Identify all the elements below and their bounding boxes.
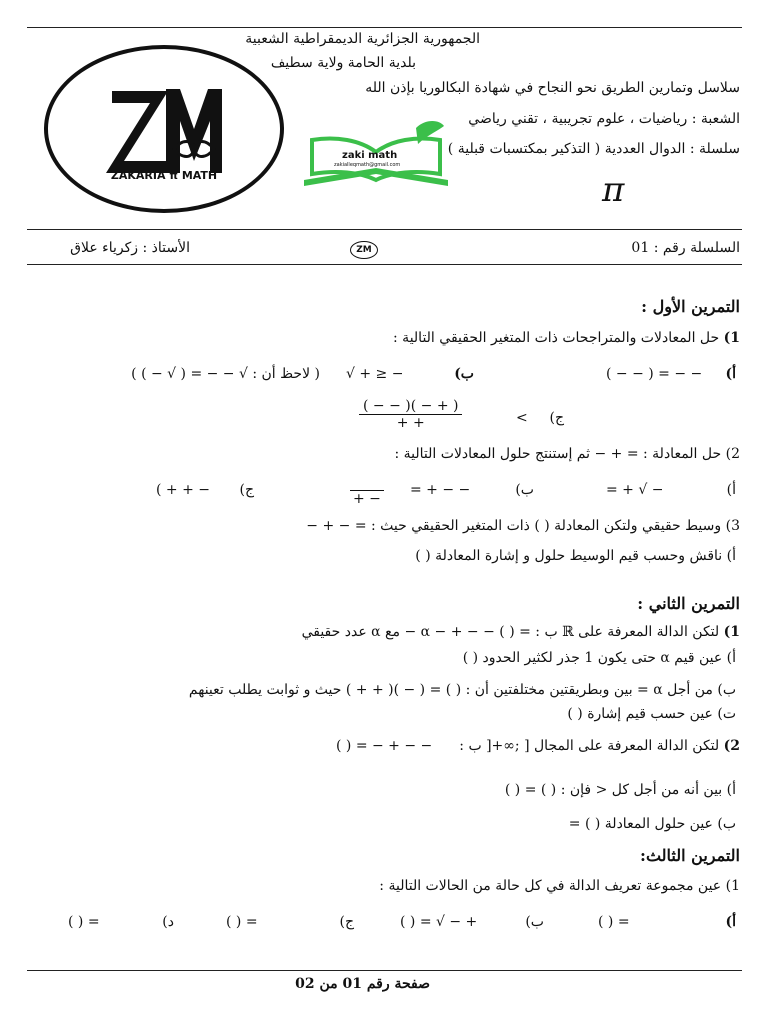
ex1-q3a-label: أ) [726, 548, 736, 564]
ex1-q2a-label: أ) [726, 482, 736, 498]
ex3-q1-text: عين مجموعة تعريف الدالة في كل حالة من الحالات التالية : [379, 878, 722, 894]
ex2-q2-math: ( ) = − + − − [336, 738, 433, 754]
ex1-q1b-math: √ + ≥ − [346, 366, 404, 382]
ex2-q1a: أ) عين قيم α حتى يكون 1 جذر لكثير الحدود ( ) [462, 650, 736, 666]
footer-rule [27, 970, 742, 971]
series-title: سلاسل وتمارين الطريق نحو النجاح في شهادة البكالوريا بإذن الله [365, 80, 740, 96]
ex1-q2b-num [350, 474, 385, 491]
ex1-q2c-label: ج) [239, 482, 254, 498]
ex1-q1b-note: ( لاحظ أن : √ − − = ( √ − ) ) [131, 366, 320, 382]
ex2-q1-label: 1) [723, 624, 740, 640]
ex1-q2b-math: = + − − [410, 482, 471, 498]
book-logo-sub: zakialleqmath@gmail.com [334, 162, 401, 168]
ex3-qd-math: ( ) = [68, 914, 100, 930]
pi-symbol: π [602, 170, 625, 210]
ex1-title: التمرين الأول : [641, 297, 740, 316]
ex1-q2 [360, 446, 740, 462]
ex2-q1-text: لتكن الدالة المعرفة على ℝ ب : = ( ) − − + − α − مع α عدد حقيقي [301, 624, 720, 640]
branch-line: الشعبة : رياضيات ، علوم تجريبية ، تقني رياضي [468, 111, 740, 127]
ex2-q1 [240, 624, 740, 640]
ex3-q1 [379, 878, 740, 894]
ex1-q1-text: حل المعادلات والمتراجحات ذات المتغير الحقيقي التالية : [393, 330, 720, 346]
ex3-qa-label: أ) [725, 914, 736, 930]
page-number: صفحة رقم 01 من 02 [295, 976, 430, 992]
republic-heading: الجمهورية الجزائرية الديمقراطية الشعبية [245, 31, 480, 47]
ex2-q1b: ب) من أجل α = بين وبطريقتين مختلفتين أن : ( ) = ( − )( + + ) حيث و ثوابت يطلب تعينهم [188, 682, 736, 698]
ex1-q1b-label: ب) [454, 366, 474, 382]
ex1-q1c-num: ( − − )( − + ) [359, 398, 462, 415]
ex1-q1a-math: ( − − ) = − − [606, 366, 703, 382]
series-number: السلسلة رقم : 01 [631, 240, 740, 256]
ex1-q1c-frac [356, 398, 465, 431]
ex3-q1-label: 1) [725, 878, 740, 894]
ex3-qc-label: ج) [339, 914, 354, 930]
ex1-q3-label: 3) [725, 518, 740, 534]
ex2-q2-text: لتكن الدالة المعرفة على المجال [ ;∞+[ ب : [459, 738, 720, 754]
ex1-q2b-den: + − [353, 491, 381, 507]
ex1-q1 [380, 330, 740, 346]
ex1-q2b-frac [346, 474, 388, 507]
ex1-q2b-label: ب) [515, 482, 534, 498]
ex1-q3a [380, 548, 736, 564]
ex1-q3-text: وسيط حقيقي ولتكن المعادلة ( ) ذات المتغير الحقيقي حيث : = − + − [306, 518, 722, 534]
ex1-q1-label: 1) [723, 330, 740, 346]
book-logo [300, 118, 452, 190]
ex3-qd-label: د) [162, 914, 174, 930]
ex2-q2-label: 2) [723, 738, 740, 754]
book-logo-text: zaki math [342, 150, 398, 161]
ex1-q3a-text: ناقش وحسب قيم الوسيط حلول و إشارة المعادلة ( ) [415, 548, 723, 564]
top-rule [27, 27, 742, 28]
ex1-q3 [260, 518, 740, 534]
infobar-top-rule [27, 229, 742, 230]
ex3-qc-math: ( ) = [226, 914, 258, 930]
place-heading: بلدية الحامة ولاية سطيف [270, 55, 416, 71]
ex1-q1c-rel: < [516, 410, 528, 426]
ex3-qb-math: ( ) = √ − + [400, 914, 478, 930]
logo-caption: ZAKARIA π MATH [110, 169, 218, 182]
ex1-q1c-den: + + [396, 415, 425, 431]
ex2-q2b: ب) عين حلول المعادلة ( ) = [568, 816, 736, 832]
zm-badge [350, 241, 378, 259]
ex2-q2 [459, 738, 740, 754]
series-topic: سلسلة : الدوال العددية ( التذكير بمكتسبات قبلية ) [447, 141, 740, 157]
ex2-q1c: ت) عين حسب قيم إشارة ( ) [567, 706, 736, 722]
zm-badge-text: ZM [356, 245, 372, 255]
ex3-qa-math: ( ) = [598, 914, 630, 930]
teacher-name: الأستاذ : زكرياء علاق [70, 240, 190, 256]
ex2-title: التمرين الثاني : [637, 594, 740, 613]
zm-logo [44, 45, 284, 213]
ex3-title: التمرين الثالث: [640, 846, 740, 865]
ex1-q2-label: 2) [725, 446, 740, 462]
zm-logo-icon [48, 49, 280, 209]
ex1-q1a-label: أ) [725, 366, 736, 382]
ex1-q1c-label: ج) [549, 410, 564, 426]
infobar-bottom-rule [27, 264, 742, 265]
ex1-q2c-math: ( + + − [156, 482, 211, 498]
ex1-q2-text: حل المعادلة : = + − ثم إستنتج حلول المعادلات التالية : [394, 446, 722, 462]
ex2-q2a: أ) بين أنه من أجل كل < فإن : ( ) = ( ) [504, 782, 736, 798]
ex1-q2a-math: = + √ − [606, 482, 664, 498]
ex3-qb-label: ب) [525, 914, 544, 930]
